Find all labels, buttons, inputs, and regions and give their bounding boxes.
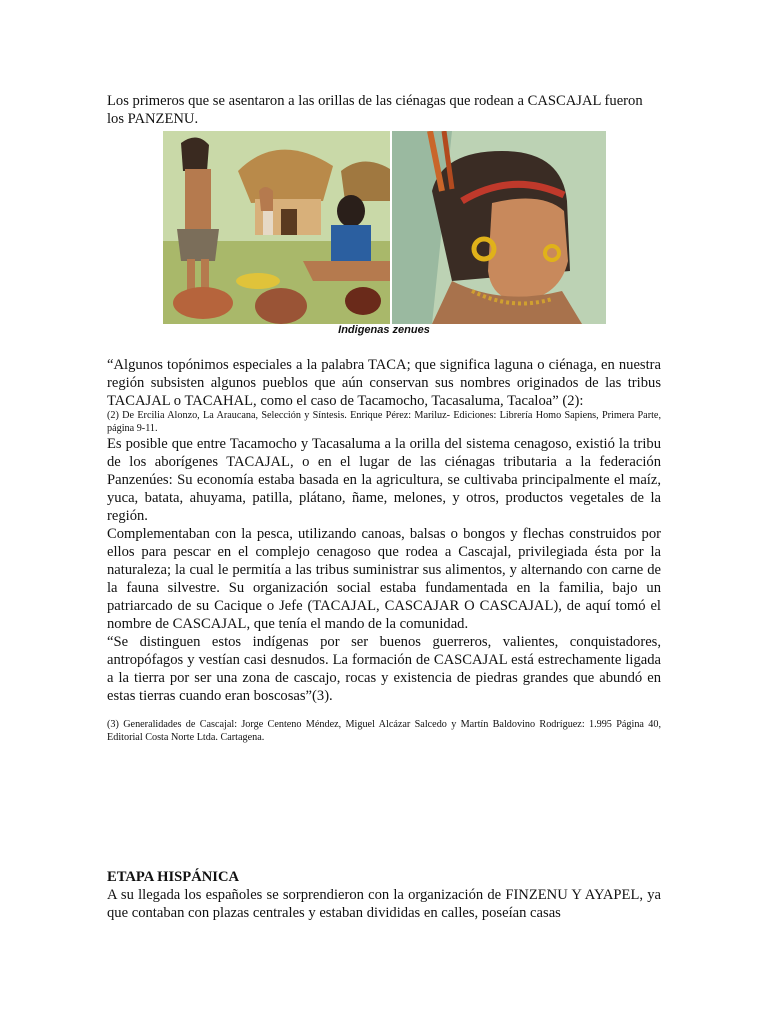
section-paragraph: A su llegada los españoles se sorprendieron con la organización de FINZENU Y AYAPEL, ya que contaban con plazas centrales y estaban divididas en calles, poseían casas <box>107 887 661 921</box>
village-illustration <box>163 131 390 324</box>
intro-paragraph: Los primeros que se asentaron a las orillas de las ciénagas que rodean a CASCAJAL fueron los PANZENU. <box>107 93 643 127</box>
section-etapa-hispanica <box>107 868 661 922</box>
document-body <box>107 92 661 744</box>
figure <box>107 128 661 356</box>
paragraph-tacajal: Es posible que entre Tacamocho y Tacasaluma a la orilla del sistema cenagoso, existió la tribu de los aborígenes TACAJAL, o en el lugar de las ciénagas tributaria a la federación Panzenúes: Su economía estaba basada en la agricultura, se cultivaba principalmente el maíz, yuca, batata, ahuyama, patilla, plátano, ñame, melones, y otros, productos vegetales de la región. <box>107 436 661 524</box>
paragraph-pesca: Complementaban con la pesca, utilizando canoas, balsas o bongos y flechas construidos por ellos para pescar en el complejo cenagoso que rodea a Cascajal, privilegiada ésta por la naturaleza; la cual le permitía a las tribus suministrar sus alimentos, y alternando con carne de la fauna silvestre. Su organización social estaba fundamentada en la familia, bajo un patriarcado de su Cacique o Jefe (TACAJAL, CASCAJAR O CASCAJAL), de aquí tomó el nombre de CASCAJAL, que tenía el mando de la comunidad. <box>107 526 661 632</box>
footnote-3: (3) Generalidades de Cascajal: Jorge Centeno Méndez, Miguel Alcázar Salcedo y Martín Baldovino Rodríguez: 1.995 Página 40, Editorial Costa Norte Ltda. Cartagena. <box>107 719 661 743</box>
quote-guerreros: “Se distinguen estos indígenas por ser buenos guerreros, valientes, conquistadores, antropófagos y vestían casi desnudos. La formación de CASCAJAL está estrechamente ligada a la tierra por ser una zona de cascajo, rocas y existencia de piedras grandes que abundó en estas tierras cuando eran boscosas”(3). <box>107 634 661 704</box>
figure-caption: Indigenas zenues <box>338 324 430 336</box>
quote-topónimos: “Algunos topónimos especiales a la palabra TACA; que significa laguna o ciénaga, en nuestra región subsisten algunos pueblos que aún conservan sus nombres originados de las tribus TACAJAL o TACAHAL, como el caso de Tacamocho, Tacasaluma, Tacaloa” (2): <box>107 357 661 409</box>
section-heading: ETAPA HISPÁNICA <box>107 869 240 885</box>
footnote-2: (2) De Ercilia Alonzo, La Araucana, Selección y Síntesis. Enrique Pérez: Mariluz- Ediciones: Librería Homo Sapiens, Primera Parte, página 9-11. <box>107 410 661 434</box>
portrait-illustration <box>392 131 606 324</box>
spacer <box>107 705 661 719</box>
